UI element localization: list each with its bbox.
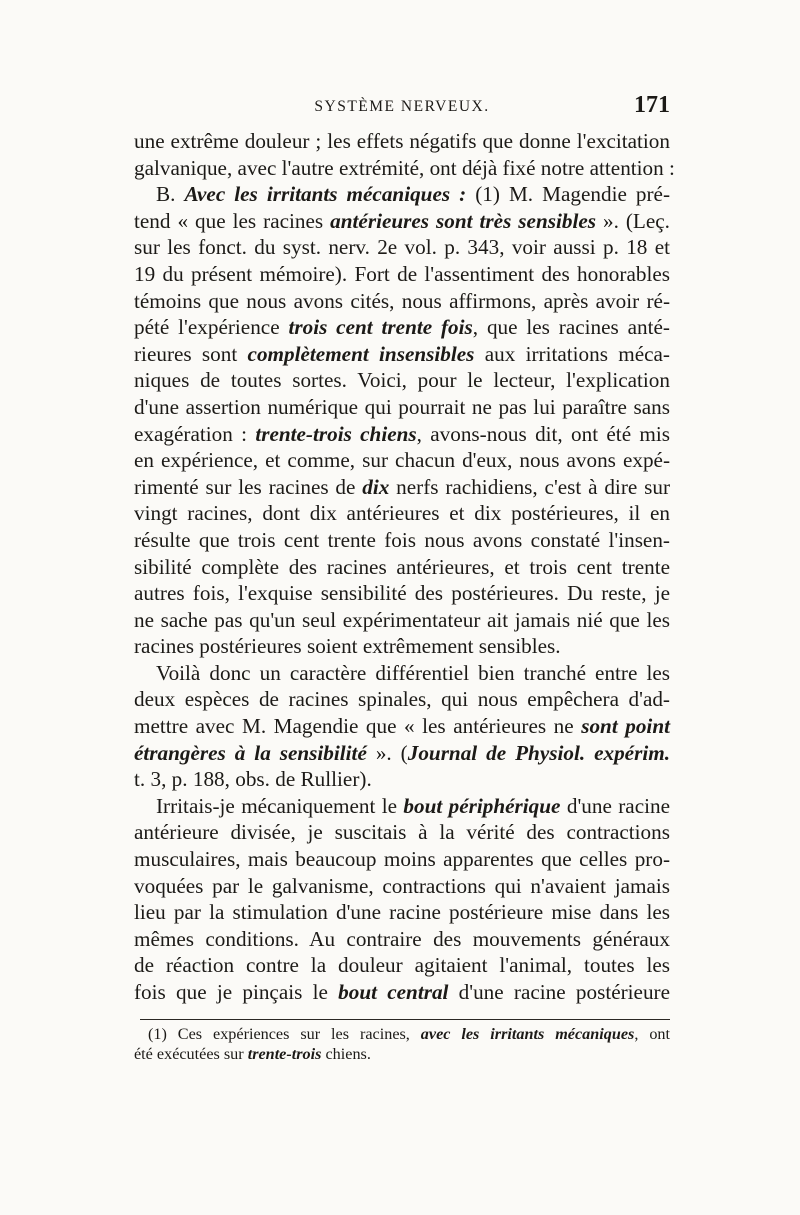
text-line: musculaires, mais beaucoup moins apparentes que celles pro-: [134, 847, 670, 872]
text-line: d'une assertion numérique qui pourrait ne pas lui paraître sans: [134, 394, 670, 419]
text-line: 19 du présent mémoire). Fort de l'assentiment des honorables: [134, 261, 670, 286]
running-head: SYSTÈME NERVEUX.: [314, 98, 490, 115]
italic-phrase: trente-trois chiens: [255, 421, 417, 446]
text-line: pété l'expérience trois cent trente fois, que les racines anté-: [134, 315, 670, 340]
text-line: rimenté sur les racines de dix nerfs rachidiens, c'est à dire sur: [134, 474, 671, 499]
text-line: Irritais-je mécaniquement le bout périphérique d'une racine: [156, 793, 670, 818]
text-line: exagération : trente-trois chiens, avons-nous dit, ont été mis: [134, 421, 671, 446]
text-line: rieures sont complètement insensibles aux irritations méca-: [134, 341, 670, 366]
page-header: [134, 92, 670, 128]
text-line: Voilà donc un caractère différentiel bien tranché entre les: [156, 660, 670, 685]
footnote-divider: [140, 1019, 670, 1020]
text-line: galvanique, avec l'autre extrémité, ont déjà fixé notre attention :: [134, 155, 675, 180]
text-line: étrangères à la sensibilité ». (Journal de Physiol. expérim.: [134, 740, 670, 765]
text-line: mêmes conditions. Au contraire des mouvements généraux: [134, 926, 670, 951]
italic-phrase: Journal de Physiol. expérim.: [407, 740, 670, 765]
italic-phrase: bout périphérique: [403, 793, 561, 818]
italic-phrase: bout central: [338, 980, 449, 1004]
text-line: tend « que les racines antérieures sont très sensibles ». (Leç.: [134, 208, 670, 233]
text-line: sur les fonct. du syst. nerv. 2e vol. p. 343, voir aussi p. 18 et: [134, 235, 670, 260]
text-line: témoins que nous avons cités, nous affirmons, après avoir ré-: [134, 288, 670, 313]
text-line: t. 3, p. 188, obs. de Rullier).: [134, 767, 372, 792]
italic-phrase: avec les irritants mécaniques: [420, 1025, 635, 1043]
footnote: [134, 1024, 670, 1064]
italic-phrase: trente-trois: [247, 1045, 322, 1063]
italic-phrase: trois cent trente fois: [288, 315, 473, 340]
italic-phrase: sont point: [581, 714, 670, 739]
text-line: mettre avec M. Magendie que « les antérieures ne sont point: [134, 714, 670, 739]
text-line: sibilité complète des racines antérieures, et trois cent trente: [134, 554, 670, 579]
body-text: [134, 128, 675, 1006]
footnote-line: (1) Ces expériences sur les racines, avec les irritants mécaniques, ont: [148, 1025, 671, 1043]
italic-phrase: dix: [362, 474, 390, 499]
text-line: ne sache pas qu'un seul expérimentateur ait jamais nié que les: [134, 607, 670, 632]
text-line: une extrême douleur ; les effets négatifs que donne l'excitation: [134, 129, 670, 153]
text-line: en expérience, et comme, sur chacun d'eux, nous avons expé-: [134, 448, 670, 473]
text-line: niques de toutes sortes. Voici, pour le lecteur, l'explication: [134, 368, 670, 393]
text-line: voquées par le galvanisme, contractions qui n'avaient jamais: [134, 873, 670, 898]
text-line: antérieure divisée, je suscitais à la vérité des contractions: [134, 820, 670, 845]
italic-phrase: antérieures sont très sensibles: [330, 208, 596, 233]
text-line: résulte que trois cent trente fois nous avons constaté l'insen-: [134, 527, 670, 552]
italic-phrase: Avec les irritants mécaniques :: [184, 182, 467, 207]
italic-phrase: étrangères à la sensibilité: [134, 740, 367, 765]
text-line: de réaction contre la douleur agitaient l'animal, toutes les: [134, 953, 670, 978]
text-line: autres fois, l'exquise sensibilité des postérieures. Du reste, je: [134, 581, 670, 606]
italic-phrase: complètement insensibles: [247, 341, 475, 366]
text-line: fois que je pinçais le bout central d'une racine postérieure: [134, 980, 671, 1004]
page-number: 171: [634, 92, 670, 118]
text-line: deux espèces de racines spinales, qui nous empêchera d'ad-: [134, 687, 670, 712]
text-line: lieu par la stimulation d'une racine postérieure mise dans les: [134, 900, 670, 925]
text-line: racines postérieures soient extrêmement sensibles.: [134, 634, 561, 659]
footnote-line: été exécutées sur trente-trois chiens.: [134, 1045, 371, 1063]
text-line: vingt racines, dont dix antérieures et dix postérieures, il en: [134, 501, 670, 526]
section-heading-line: B. Avec les irritants mécaniques : (1) M. Magendie pré-: [156, 182, 670, 207]
